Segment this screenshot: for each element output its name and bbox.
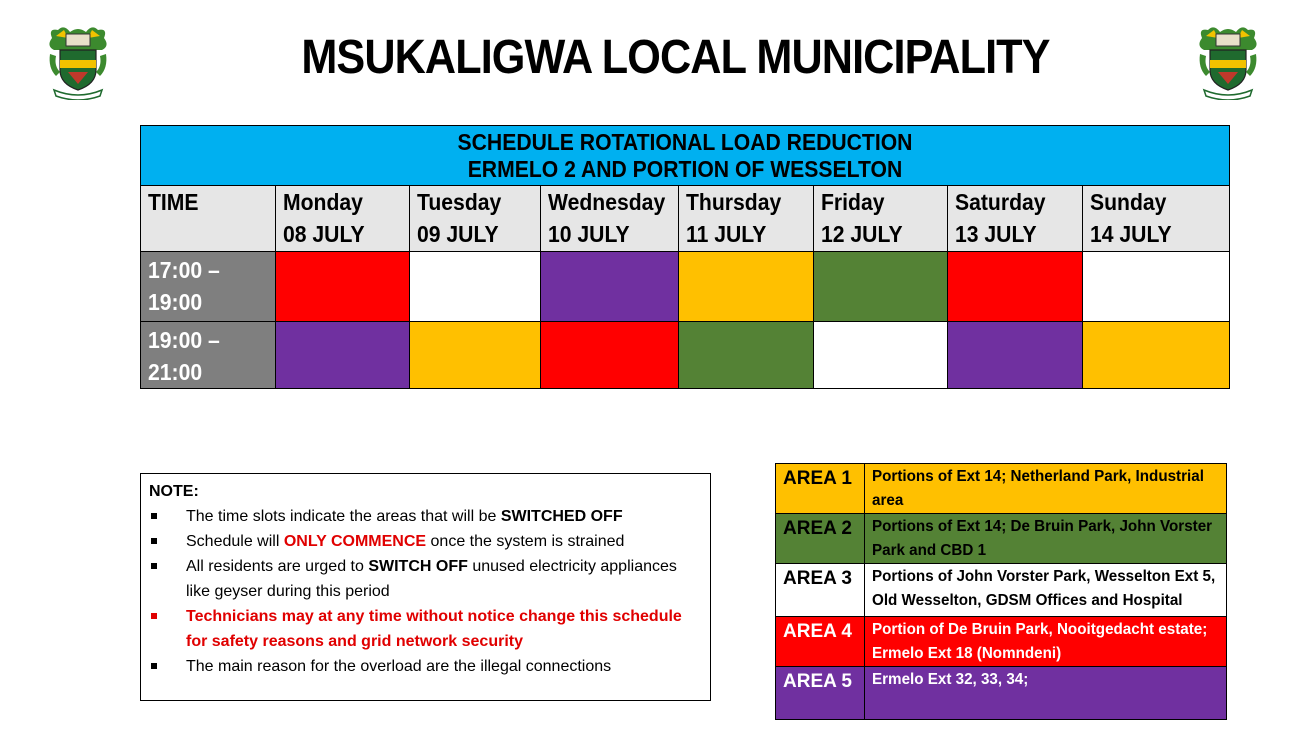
- area-description: Portion of De Bruin Park, Nooitgedacht estate; Ermelo Ext 18 (Nomndeni): [865, 617, 1227, 667]
- area-row: [776, 464, 1227, 514]
- note-item: The time slots indicate the areas that will be SWITCHED OFF: [149, 504, 702, 529]
- schedule-cell: [410, 322, 541, 389]
- time-slot-label: 17:00 – 19:00: [141, 252, 276, 322]
- schedule-cell: [1083, 252, 1230, 322]
- area-description: Portions of Ext 14; De Bruin Park, John Vorster Park and CBD 1: [865, 514, 1227, 564]
- area-label: AREA 1: [776, 464, 865, 514]
- square-bullet-icon: [151, 613, 157, 619]
- schedule-cell: [541, 252, 679, 322]
- time-slot-label: 19:00 – 21:00: [141, 322, 276, 389]
- day-header-friday: Friday 12 JULY: [814, 186, 948, 252]
- day-header-tuesday: Tuesday 09 JULY: [410, 186, 541, 252]
- time-slot-row: [141, 322, 1230, 389]
- area-label: AREA 2: [776, 514, 865, 564]
- schedule-cell: [541, 322, 679, 389]
- schedule-title-line-2: ERMELO 2 AND PORTION OF WESSELTON: [467, 156, 903, 182]
- schedule-cell: [276, 322, 410, 389]
- day-header-wednesday: Wednesday 10 JULY: [541, 186, 679, 252]
- area-description: Portions of John Vorster Park, Wesselton Ext 5, Old Wesselton, GDSM Offices and Hospital: [865, 564, 1227, 617]
- note-box: [140, 473, 711, 701]
- note-list: [149, 504, 702, 679]
- note-item-warning: Technicians may at any time without notice change this schedule for safety reasons and grid network security: [149, 604, 702, 654]
- schedule-title: [141, 126, 1230, 186]
- schedule-cell: [948, 322, 1083, 389]
- note-item: All residents are urged to SWITCH OFF unused electricity appliances like geyser during this period: [149, 554, 702, 604]
- time-slot-row: [141, 252, 1230, 322]
- day-header-monday: Monday 08 JULY: [276, 186, 410, 252]
- note-item: Schedule will ONLY COMMENCE once the system is strained: [149, 529, 702, 554]
- area-row: [776, 514, 1227, 564]
- schedule-cell: [679, 252, 814, 322]
- square-bullet-icon: [151, 663, 157, 669]
- load-reduction-schedule-table: [140, 125, 1230, 389]
- square-bullet-icon: [151, 563, 157, 569]
- area-description: Portions of Ext 14; Netherland Park, Industrial area: [865, 464, 1227, 514]
- area-row: [776, 564, 1227, 617]
- day-header-sunday: Sunday 14 JULY: [1083, 186, 1230, 252]
- schedule-cell: [1083, 322, 1230, 389]
- square-bullet-icon: [151, 538, 157, 544]
- time-column-header: TIME: [141, 186, 276, 252]
- area-label: AREA 3: [776, 564, 865, 617]
- area-legend-table: [775, 463, 1227, 720]
- day-header-thursday: Thursday 11 JULY: [679, 186, 814, 252]
- page-title: MSUKALIGWA LOCAL MUNICIPALITY: [301, 31, 1050, 84]
- schedule-cell: [410, 252, 541, 322]
- schedule-cell: [814, 322, 948, 389]
- note-title: NOTE:: [149, 483, 199, 500]
- schedule-cell: [948, 252, 1083, 322]
- note-item: The main reason for the overload are the illegal connections: [149, 654, 702, 679]
- area-label: AREA 4: [776, 617, 865, 667]
- area-row: [776, 617, 1227, 667]
- area-description: Ermelo Ext 32, 33, 34;: [865, 667, 1227, 720]
- area-row: [776, 667, 1227, 720]
- square-bullet-icon: [151, 513, 157, 519]
- schedule-cell: [679, 322, 814, 389]
- schedule-title-line-1: SCHEDULE ROTATIONAL LOAD REDUCTION: [457, 129, 913, 155]
- area-label: AREA 5: [776, 667, 865, 720]
- schedule-cell: [814, 252, 948, 322]
- day-header-saturday: Saturday 13 JULY: [948, 186, 1083, 252]
- schedule-cell: [276, 252, 410, 322]
